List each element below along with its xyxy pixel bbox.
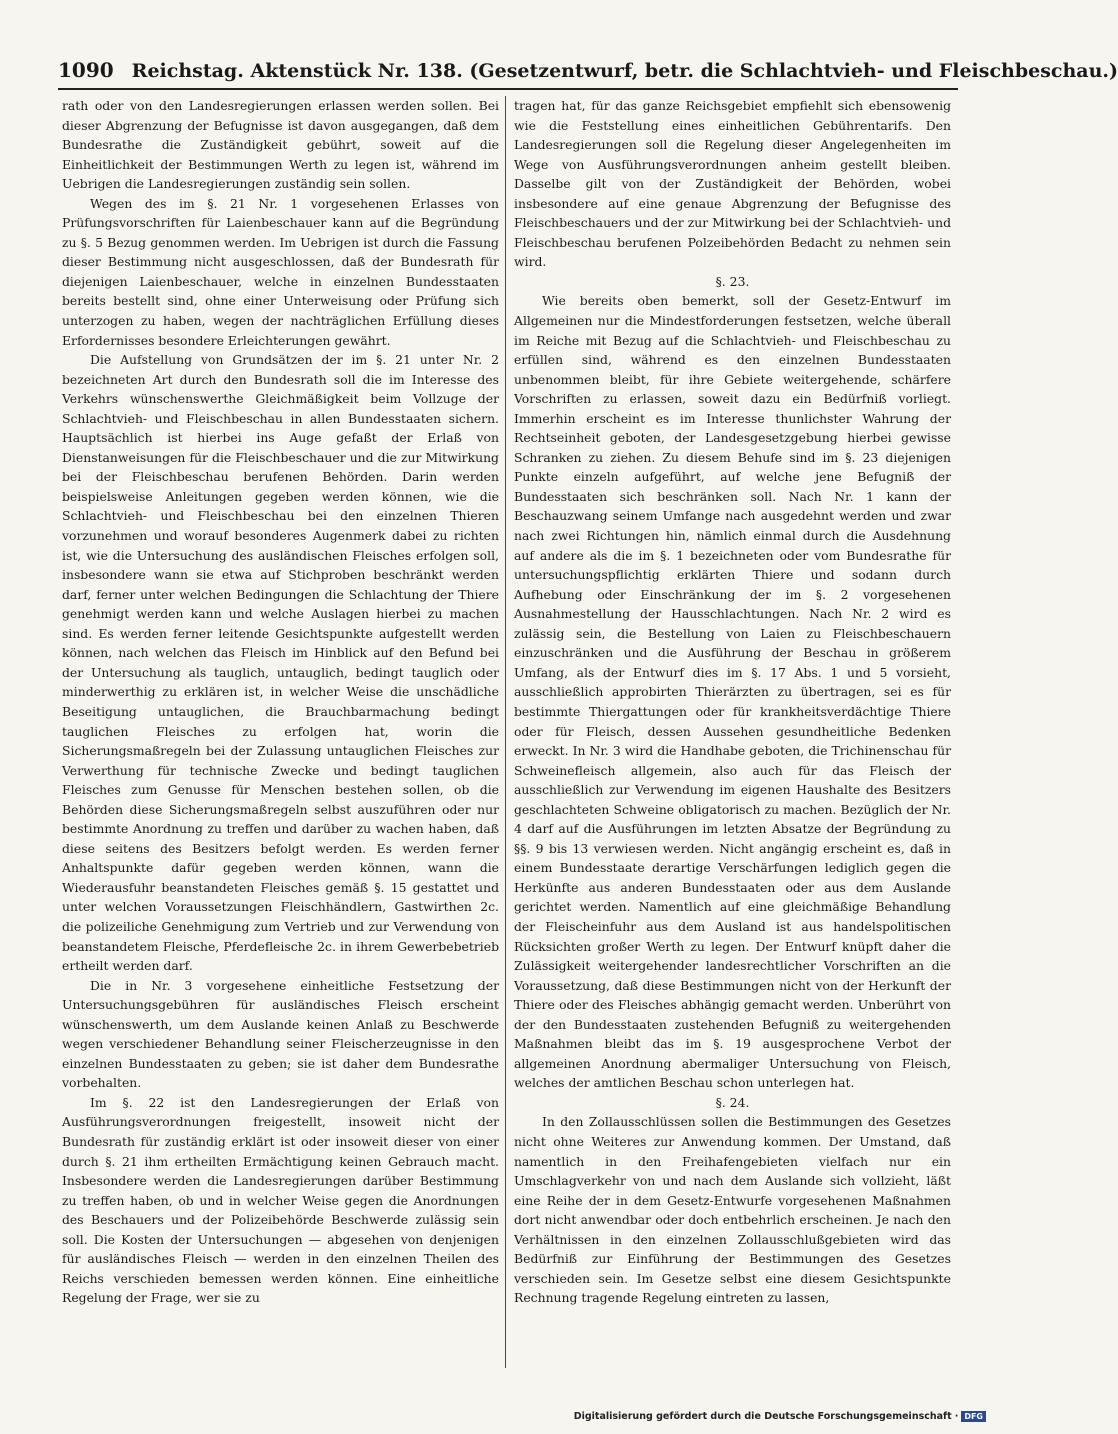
- paragraph: rath oder von den Landesregierungen erlassen werden sollen. Bei dieser Abgrenzung der Befugnisse ist davon ausgegangen, daß dem Bundesrathe die Zuständigkeit gebührt, soweit auf die Einheitlichkeit der Bestimmungen Werth zu legen ist, während im Uebrigen die Landesregierungen zuständig sein sollen.: [62, 98, 499, 192]
- paragraph: Im §. 22 ist den Landesregierungen der Erlaß von Ausführungsverordnungen freigestellt, insoweit nicht der Bundesrath für zuständig erklärt ist oder insoweit dieser von einer durch §. 21 ihm ertheilten Ermächtigung keinen Gebrauch macht. Insbesondere werden die Landesregierungen darüber Bestimmung zu treffen haben, ob und in welcher Weise gegen die Anordnungen des Beschauers und der Polizeibehörde Beschwerde zulässig sein soll. Die Kosten der Untersuchungen — abgesehen von denjenigen für ausländisches Fleisch — werden in den einzelnen Theilen des Reichs verschieden bemessen werden können. Eine einheitliche Regelung der Frage, wer sie zu: [62, 1094, 499, 1306]
- page-header: [58, 58, 1118, 84]
- running-title: Reichstag. Aktenstück Nr. 138. (Gesetzentwurf, betr. die Schlachtvieh- und Fleischbeschau.): [131, 60, 1118, 82]
- paragraph: Die Aufstellung von Grundsätzen der im §. 21 unter Nr. 2 bezeichneten Art durch den Bundesrath soll die im Interesse des Verkehrs wünschenswerthe Gleichmäßigkeit beim Vollzuge der Schlachtvieh- und Fleischbeschau in allen Bundesstaaten sichern. Hauptsächlich ist hierbei ins Auge gefaßt der Erlaß von Dienstanweisungen für die Fleischbeschauer und die zur Mitwirkung bei der Fleischbeschau berufenen Behörden. Darin werden beispielsweise Anleitungen gegeben werden können, wie die Schlachtvieh- und Fleischbeschau bei den einzelnen Thieren vorzunehmen und worauf besonderes Augenmerk dabei zu richten ist, wie die Untersuchung des ausländischen Fleisches erfolgen soll, insbesondere wann sie etwa auf Stichproben beschränkt werden darf, ferner unter welchen Bedingungen die Schlachtung der Thiere genehmigt werden kann und welche Auslagen hierbei zu machen sind. Es werden ferner leitende Gesichtspunkte aufgestellt werden können, nach welchen das Fleisch im Hinblick auf den Befund bei der Untersuchung als tauglich, untauglich, bedingt tauglich oder minderwerthig zu erklären ist, in welcher Weise die unschädliche Beseitigung untauglichen, die Brauchbarmachung bedingt tauglichen Fleisches zu erfolgen hat, worin die Sicherungsmaßregeln bei der Zulassung untauglichen Fleisches zur Verwerthung für technische Zwecke und bedingt tauglichen Fleisches zum Genusse für Menschen bestehen sollen, ob die Behörden diese Sicherungsmaßregeln selbst auszuführen oder nur bestimmte Anordnung zu treffen und darüber zu wachen haben, daß diese seitens des Besitzers befolgt werden. Es werden ferner Anhaltspunkte dafür gegeben werden können, wann die Wiederausfuhr beanstandeten Fleisches gemäß §. 15 gestattet und unter welchen Voraussetzungen Fleischhändlern, Gastwirthen 2c. die polizeiliche Genehmigung zum Vertrieb und zur Verwendung von beanstandetem Fleische, Pferdefleische 2c. in ihrem Gewerbebetrieb ertheilt werden darf.: [62, 352, 499, 974]
- credit-text: Digitalisierung gefördert durch die Deutsche Forschungsgemeinschaft: [573, 1411, 952, 1422]
- paragraph: In den Zollausschlüssen sollen die Bestimmungen des Gesetzes nicht ohne Weiteres zur Anwendung kommen. Der Umstand, daß namentlich in den Freihafengebieten vielfach nur ein Umschlagverkehr von und nach dem Auslande sich vollzieht, läßt eine Reihe der in dem Gesetz-Entwurfe vorgesehenen Maßnahmen dort nicht anwendbar oder doch entbehrlich erscheinen. Je nach den Verhältnissen in den einzelnen Zollausschlußgebieten wird das Bedürfniß zur Einführung der Bestimmungen des Gesetzes verschieden sein. Im Gesetze selbst eine diesem Gesichtspunkte Rechnung tragende Regelung eintreten zu lassen,: [514, 1114, 951, 1306]
- paragraph: Die in Nr. 3 vorgesehene einheitliche Festsetzung der Untersuchungsgebühren für ausländisches Fleisch erscheint wünschenswerth, um dem Auslande keinen Anlaß zu Beschwerde wegen verschiedener Behandlung seiner Fleischerzeugnisse in den einzelnen Bundesstaaten zu geben; sie ist daher dem Bundesrathe vorbehalten.: [62, 977, 499, 1091]
- page-number: 1090: [58, 58, 114, 82]
- header-rule: [58, 88, 958, 90]
- dfg-logo: DFG: [961, 1411, 986, 1422]
- column-divider: [505, 96, 506, 1368]
- section-heading: §. 24.: [715, 1094, 750, 1110]
- left-column: [62, 96, 499, 1370]
- paragraph: Wie bereits oben bemerkt, soll der Gesetz-Entwurf im Allgemeinen nur die Mindestforderungen festsetzen, welche überall im Reiche mit Bezug auf die Schlachtvieh- und Fleischbeschau zu erfüllen sind, während es den einzelnen Bundesstaaten unbenommen bleibt, für ihre Gebiete weitergehende, schärfere Vorschriften zu erlassen, soweit dazu ein Bedürfniß vorliegt. Immerhin erscheint es im Interesse thunlichster Wahrung der Rechtseinheit geboten, der Landesgesetzgebung hierbei gewisse Schranken zu ziehen. Zu diesem Behufe sind im §. 23 diejenigen Punkte einzeln aufgeführt, auf welche jene Befugniß der Bundesstaaten sich beschränken soll. Nach Nr. 1 kann der Beschauzwang seinem Umfange nach ausgedehnt werden und zwar nach zwei Richtungen hin, nämlich einmal durch die Ausdehnung auf andere als die im §. 1 bezeichneten oder vom Bundesrathe für untersuchungspflichtig erklärten Thiere und sodann durch Aufhebung oder Einschränkung der im §. 2 vorgesehenen Ausnahmestellung der Hausschlachtungen. Nach Nr. 2 wird es zulässig sein, die Bestellung von Laien zu Fleischbeschauern einzuschränken und die Ausführung der Beschau in größerem Umfang, als der Entwurf dies im §. 17 Abs. 1 und 5 vorsieht, ausschließlich approbirten Thierärzten zu übertragen, sei es für bestimmte Thiergattungen oder für krankheitsverdächtige Thiere oder für Fleisch, dessen Aussehen gesundheitliche Bedenken erweckt. In Nr. 3 wird die Handhabe geboten, die Trichinenschau für Schweinefleisch allgemein, also auch für das Fleisch der ausschließlich zur Verwendung im eigenen Haushalte des Besitzers geschlachteten Schweine obligatorisch zu machen. Bezüglich der Nr. 4 darf auf die Ausführungen im letzten Absatze der Begründung zu §§. 9 bis 13 verwiesen werden. Nicht angängig erscheint es, daß in einem Bundesstaate derartige Verschärfungen lediglich gegen die Herkünfte aus anderen Bundesstaaten oder aus dem Auslande gerichtet werden. Namentlich auf eine gleichmäßige Behandlung der Fleischeinfuhr aus dem Ausland ist aus handelspolitischen Rücksichten großer Werth zu legen. Der Entwurf knüpft daher die Zulässigkeit weitergehender landesrechtlicher Vorschriften an die Voraussetzung, daß diese Bestimmungen nicht von der Herkunft der Thiere oder des Fleisches abhängig gemacht werden. Unberührt von der den Bundesstaaten zustehenden Befugniß zu weitergehenden Maßnahmen bleibt das im §. 19 ausgesprochene Verbot der allgemeinen Anordnung abermaliger Untersuchung von Fleisch, welches der amtlichen Beschau schon unterlegen hat.: [514, 293, 951, 1091]
- paragraph: Wegen des im §. 21 Nr. 1 vorgesehenen Erlasses von Prüfungsvorschriften für Laienbeschauer kann auf die Begründung zu §. 5 Bezug genommen werden. Im Uebrigen ist durch die Fassung dieser Bestimmung nicht ausgeschlossen, daß der Bundesrath für diejenigen Laienbeschauer, welche in einzelnen Bundesstaaten bereits bestellt sind, ohne einer Unterweisung oder Prüfung sich unterzogen zu haben, wegen der nachträglichen Erfüllung dieses Erfordernisses besondere Erleichterungen gewährt.: [62, 195, 499, 348]
- digitization-credit: [574, 1411, 986, 1422]
- paragraph: tragen hat, für das ganze Reichsgebiet empfiehlt sich ebensowenig wie die Feststellung eines einheitlichen Gebührentarifs. Den Landesregierungen soll die Regelung dieser Angelegenheiten im Wege von Ausführungsverordnungen anheim gestellt bleiben. Dasselbe gilt von der Zuständigkeit der Behörden, wobei insbesondere auf eine genaue Abgrenzung der Befugnisse des Fleischbeschauers und der zur Mitwirkung bei der Schlachtvieh- und Fleischbeschau berufenen Polzeibehörden Bedacht zu nehmen sein wird.: [514, 98, 951, 270]
- credit-separator: ·: [954, 1411, 959, 1422]
- section-heading: §. 23.: [715, 273, 750, 289]
- right-column: [514, 96, 951, 1370]
